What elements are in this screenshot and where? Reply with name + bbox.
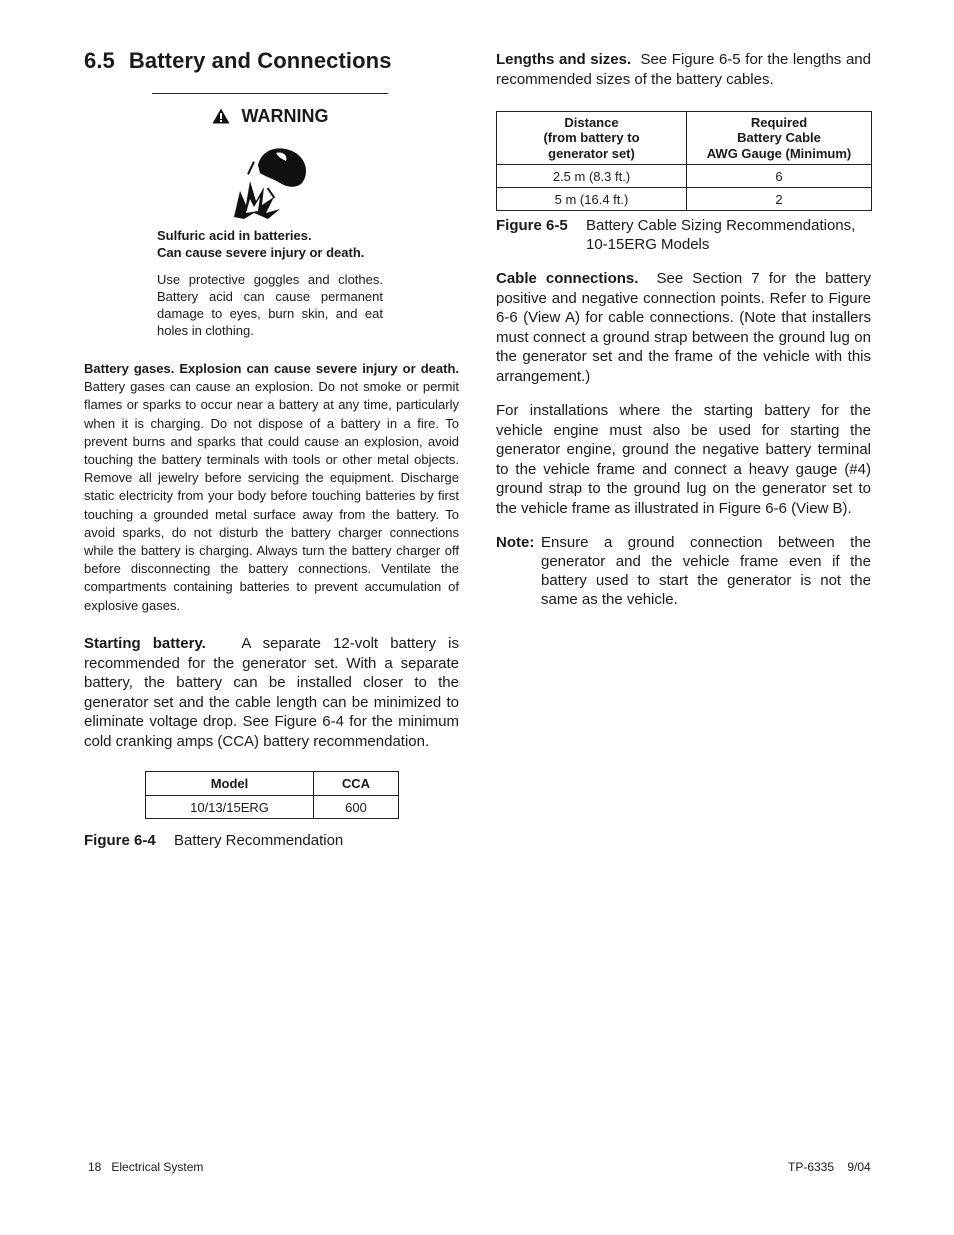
- page-number: 18: [88, 1160, 102, 1174]
- warning-bold-line: Can cause severe injury or death.: [157, 245, 365, 260]
- left-column: [84, 48, 459, 849]
- warning-bold-text: [157, 227, 388, 261]
- cable-connections-text: See Section 7 for the battery positive and negative connection points. Refer to Figure 6-6 (View A) for cable connections. (Note that installers must connect a ground strap between the ground lug on the generator set and the frame of the vehicle with this arrangement.): [496, 270, 871, 385]
- footer-left: [88, 1160, 203, 1174]
- figure-caption: [496, 216, 871, 254]
- table-cell: 2: [687, 188, 872, 211]
- table-row: [146, 796, 399, 819]
- warning-triangle-icon: [212, 108, 230, 124]
- header-line: AWG Gauge (Minimum): [706, 145, 852, 161]
- cable-connections-paragraph: [496, 269, 871, 386]
- battery-explosion-hazard-icon: [230, 143, 310, 221]
- installations-paragraph: For installations where the starting battery for the vehicle engine must also be used for starting the generator engine, ground the negative battery terminal to the vehicle frame and connect a heavy gauge (#4) ground strap to the ground lug on the generator set to the vehicle frame as illustrated in Figure 6-6 (View B).: [496, 402, 871, 517]
- figure-caption-text: Battery Cable Sizing Recommendations, 10-15ERG Models: [586, 217, 856, 253]
- warning-text: Use protective goggles and clothes. Battery acid can cause permanent damage to eyes, burn skin, and eat holes in clothing.: [157, 272, 383, 338]
- table-cell: 600: [314, 796, 399, 819]
- warning-bold-line: Sulfuric acid in batteries.: [157, 228, 312, 243]
- section-number: 6.5: [84, 48, 115, 73]
- figure-caption-text: Battery Recommendation: [174, 832, 344, 849]
- doc-number: TP-6335: [788, 1160, 835, 1174]
- battery-gases-lead: Battery gases. Explosion can cause severe injury or death.: [84, 361, 459, 376]
- table-header-cell: [497, 112, 687, 165]
- table-cell: 5 m (16.4 ft.): [497, 188, 687, 211]
- note: [496, 533, 871, 609]
- header-line: (from battery to: [543, 130, 640, 146]
- header-line: generator set): [548, 145, 635, 161]
- section-title-text: Battery and Connections: [128, 48, 392, 73]
- warning-heading-text: WARNING: [241, 106, 329, 126]
- starting-battery-paragraph: [84, 634, 459, 751]
- table-row: [497, 165, 872, 188]
- footer-right: [788, 1160, 871, 1174]
- lengths-sizes-paragraph: [496, 50, 871, 89]
- table-header-cell: [687, 112, 872, 165]
- section-title: [84, 48, 459, 74]
- starting-battery-lead: Starting battery.: [84, 635, 206, 652]
- table-row: [497, 188, 872, 211]
- table-header-cell: Model: [146, 772, 314, 796]
- figure-label: Figure 6-5: [496, 217, 568, 234]
- note-text: Ensure a ground connection between the generator and the vehicle frame even if the battery used to start the generator is not the same as the vehicle.: [541, 534, 871, 608]
- battery-gases-text: Battery gases can cause an explosion. Do not smoke or permit flames or sparks to occur near a battery at any time, particularly when it is charging. Do not dispose of a battery in a fire. To prevent burns and sparks that could cause an explosion, avoid touching the battery terminals with tools or other metal objects. Remove all jewelry before servicing the equipment. Discharge static electricity from your body before touching batteries by first touching a grounded metal surface away from the battery. To avoid sparks, do not disturb the battery charger connections while the battery is charging. Always turn the battery charger off before disconnecting the battery connections. Ventilate the compartments containing batteries to prevent accumulation of explosive gases.: [84, 379, 459, 613]
- warning-box: [152, 93, 388, 339]
- battery-recommendation-table: [145, 771, 399, 819]
- table-cell: 10/13/15ERG: [146, 796, 314, 819]
- table-header-cell: CCA: [314, 772, 399, 796]
- table-cell: 6: [687, 165, 872, 188]
- doc-date: 9/04: [847, 1160, 871, 1174]
- figure-label: Figure 6-4: [84, 832, 156, 849]
- lengths-sizes-text: See Figure 6-5 for the lengths and recommended sizes of the battery cables.: [496, 51, 871, 88]
- starting-battery-text: A separate 12-volt battery is recommended for the generator set. With a separate battery, the battery can be installed closer to the generator set and the cable length can be minimized to eliminate voltage drop. See Figure 6-4 for the minimum cold cranking amps (CCA) battery recommendation.: [84, 635, 459, 750]
- table-header-row: [146, 772, 399, 796]
- header-line: Distance: [564, 114, 619, 130]
- table-header-row: [497, 112, 872, 165]
- chapter-name: Electrical System: [111, 1160, 204, 1174]
- header-line: Required: [750, 114, 808, 130]
- warning-divider: [152, 93, 388, 94]
- note-label: Note:: [496, 534, 535, 551]
- table-cell: 2.5 m (8.3 ft.): [497, 165, 687, 188]
- warning-heading: [152, 106, 388, 127]
- battery-gases-paragraph: [84, 360, 459, 615]
- lengths-sizes-lead: Lengths and sizes.: [496, 51, 632, 68]
- figure-caption: [84, 831, 343, 850]
- header-line: Battery Cable: [737, 130, 821, 146]
- cable-connections-lead: Cable connections.: [496, 270, 639, 287]
- cable-sizing-table: [496, 111, 872, 211]
